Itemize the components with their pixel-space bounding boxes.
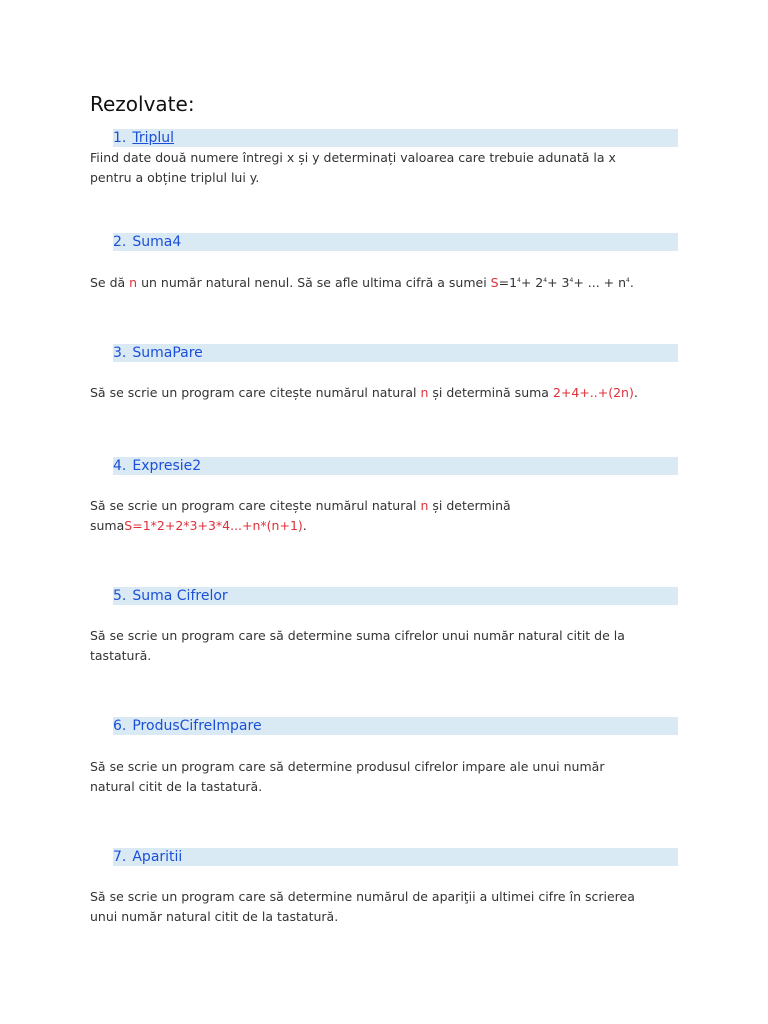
problem-heading-sumapare [113, 344, 678, 362]
description-text: Se dă [90, 275, 130, 291]
formula-text: + 3 [547, 275, 570, 291]
problem-description [90, 383, 690, 403]
description-text: . [302, 518, 307, 533]
description-text: . [633, 385, 638, 400]
problem-description [90, 887, 690, 927]
variable-n: n [420, 385, 429, 400]
exponent: 4 [569, 277, 574, 284]
problem-link-triplul[interactable]: Triplul [132, 130, 175, 146]
formula-text: + 2 [520, 275, 544, 291]
problem-heading-expresie2 [113, 457, 678, 475]
problem-heading-aparitii [113, 848, 678, 866]
description-text: și determină [428, 498, 511, 513]
description-line: pentru a obține triplul lui y. [90, 170, 260, 185]
problem-link-expresie2[interactable]: Expresie2 [132, 458, 202, 474]
problem-number: 4. [113, 458, 127, 474]
formula-text: . [629, 275, 634, 291]
description-text: Să se scrie un program care citește numărul natural [90, 385, 421, 400]
exponent: 4 [543, 277, 548, 284]
problem-number: 5. [113, 588, 127, 604]
description-line: natural citit de la tastatură. [90, 779, 263, 794]
problem-heading-triplul [113, 129, 678, 147]
page-title: Rezolvate: [90, 92, 195, 116]
variable-n: n [129, 275, 138, 291]
description-line: Să se scrie un program care să determine produsul cifrelor impare ale unui număr [90, 759, 605, 774]
formula-text: + ... + n [573, 275, 627, 291]
problem-description [90, 757, 690, 797]
description-line: Să se scrie un program care să determine suma cifrelor unui număr natural citit de la [90, 628, 625, 643]
exponent: 4 [626, 277, 630, 284]
variable-n: n [420, 498, 429, 513]
problem-number: 6. [113, 718, 127, 734]
problem-number: 1. [113, 130, 127, 146]
formula: S=1*2+2*3+3*4...+n*(n+1) [124, 518, 303, 533]
formula: 2+4+..+(2n) [552, 385, 634, 400]
problem-description [90, 148, 690, 188]
problem-heading-produscifreimpare [113, 717, 678, 735]
description-text: un număr natural nenul. Să se afle ultima cifră a sumei [137, 275, 491, 291]
problem-link-suma-cifrelor[interactable]: Suma Cifrelor [132, 588, 228, 604]
variable-s: S [490, 275, 499, 291]
exponent: 4 [517, 277, 521, 284]
problem-description [90, 626, 690, 666]
problem-link-aparitii[interactable]: Aparitii [132, 849, 183, 865]
problem-number: 2. [113, 234, 127, 250]
problem-number: 3. [113, 345, 127, 361]
problem-heading-suma4 [113, 233, 678, 251]
description-line: unui număr natural citit de la tastatură. [90, 909, 339, 924]
problem-number: 7. [113, 849, 127, 865]
description-line: tastatură. [90, 648, 152, 663]
problem-description [90, 271, 690, 293]
formula-text: =1 [498, 275, 518, 291]
problem-heading-suma-cifrelor [113, 587, 678, 605]
problem-link-produscifreimpare[interactable]: ProdusCifreImpare [132, 718, 262, 734]
problem-description [90, 496, 690, 536]
description-text: Să se scrie un program care citește numărul natural [90, 498, 421, 513]
description-text: și determină suma [428, 385, 553, 400]
problem-link-sumapare[interactable]: SumaPare [132, 345, 203, 361]
description-text: suma [90, 518, 125, 533]
problem-link-suma4[interactable]: Suma4 [132, 234, 182, 250]
description-line: Fiind date două numere întregi x și y determinați valoarea care trebuie adunată la x [90, 150, 616, 165]
description-line: Să se scrie un program care să determine numărul de apariţii a ultimei cifre în scrierea [90, 889, 635, 904]
